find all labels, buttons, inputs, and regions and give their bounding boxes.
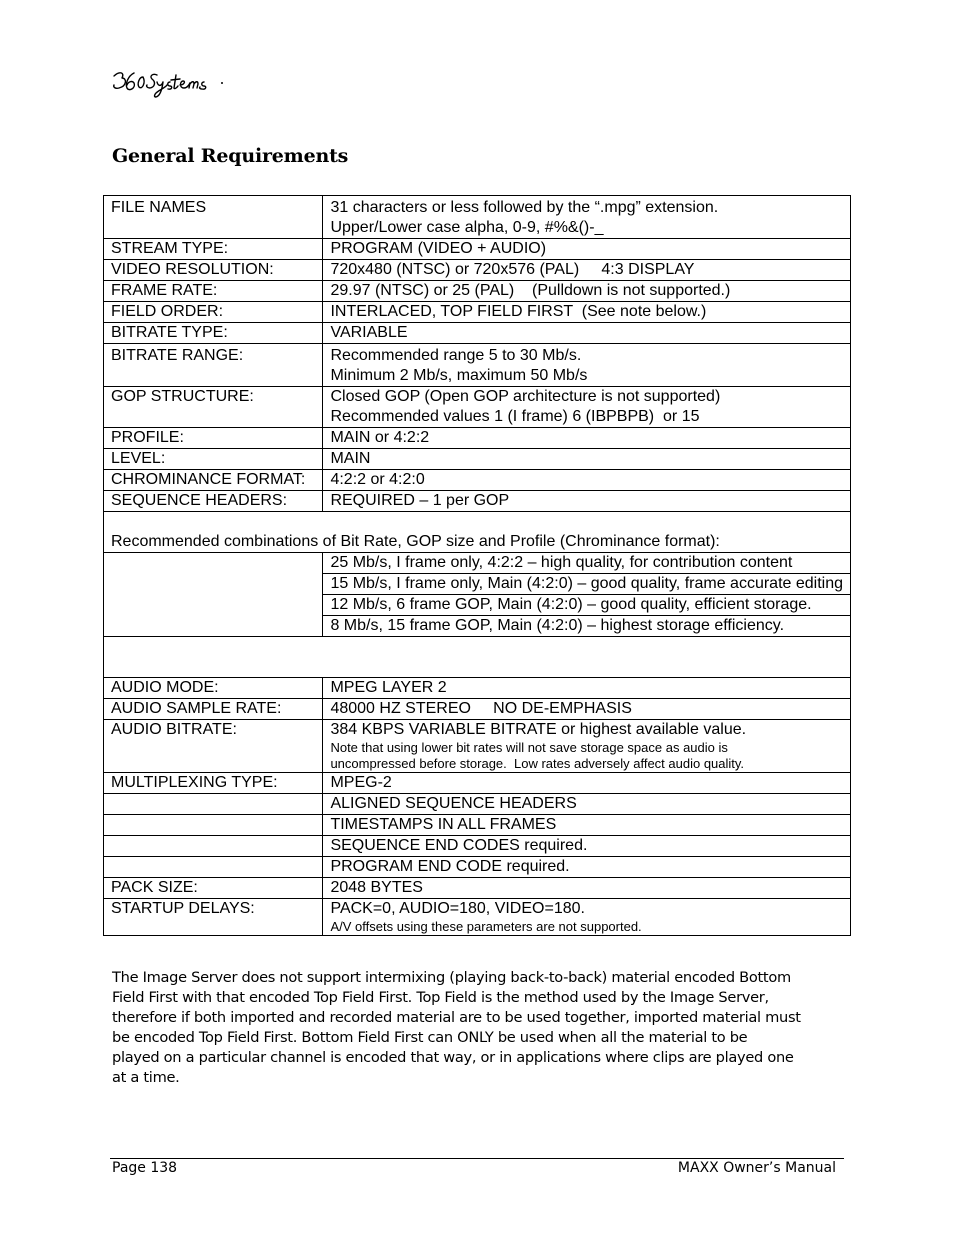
- combination-item: 12 Mb/s, 6 frame GOP, Main (4:2:0) – good quality, efficient storage.: [323, 595, 851, 616]
- row-value: 720x480 (NTSC) or 720x576 (PAL) 4:3 DISPLAY: [323, 260, 851, 281]
- row-value: MAIN: [323, 449, 851, 470]
- table-row: [104, 428, 851, 449]
- row-label: SEQUENCE HEADERS:: [104, 491, 323, 512]
- row-value: VARIABLE: [323, 323, 851, 344]
- row-label: PROFILE:: [104, 428, 323, 449]
- row-label: VIDEO RESOLUTION:: [104, 260, 323, 281]
- row-label-empty: [104, 794, 323, 815]
- value-line: 31 characters or less followed by the “.mpg” extension.: [330, 199, 719, 216]
- note-line: played on a particular channel is encoded that way, or in applications where clips are played one: [112, 1049, 794, 1066]
- row-label: AUDIO BITRATE:: [104, 720, 323, 773]
- row-label: AUDIO MODE:: [104, 678, 323, 699]
- table-row: [104, 281, 851, 302]
- value-line: Recommended values 1 (I frame) 6 (IBPBPB) or 15: [330, 408, 700, 425]
- table-row: [104, 239, 851, 260]
- table-row: [104, 491, 851, 512]
- row-label-empty: [104, 815, 323, 836]
- table-row: [104, 720, 851, 773]
- table-row: [104, 449, 851, 470]
- table-row: [104, 344, 851, 387]
- row-label: BITRATE TYPE:: [104, 323, 323, 344]
- table-row: [104, 323, 851, 344]
- row-value: 48000 HZ STEREO NO DE-EMPHASIS: [323, 699, 851, 720]
- table-row: [104, 387, 851, 428]
- combo-indent-cell: [104, 553, 323, 637]
- value-line: Upper/Lower case alpha, 0-9, #%&()-_: [330, 219, 604, 236]
- note-line: Field First with that encoded Top Field First. Top Field is the method used by the Image Server,: [112, 989, 769, 1006]
- row-value: INTERLACED, TOP FIELD FIRST (See note below.): [323, 302, 851, 323]
- table-row: [104, 553, 851, 574]
- row-value: ALIGNED SEQUENCE HEADERS: [323, 794, 851, 815]
- value-line: Minimum 2 Mb/s, maximum 50 Mb/s: [330, 367, 588, 384]
- company-logo: [110, 66, 226, 100]
- table-row: [104, 470, 851, 491]
- table-row: [104, 678, 851, 699]
- recommended-heading: Recommended combinations of Bit Rate, GOP size and Profile (Chrominance format):: [104, 512, 851, 553]
- table-row: [104, 836, 851, 857]
- row-label: FILE NAMES: [104, 196, 323, 239]
- table-row: [104, 899, 851, 936]
- value-line: 384 KBPS VARIABLE BITRATE or highest available value.: [330, 721, 747, 738]
- note-line: at a time.: [112, 1069, 180, 1086]
- row-label: CHROMINANCE FORMAT:: [104, 470, 323, 491]
- section-title: General Requirements: [112, 145, 349, 167]
- table-row: [104, 815, 851, 836]
- row-value: [323, 720, 851, 773]
- row-label-empty: [104, 836, 323, 857]
- manual-title: MAXX Owner’s Manual: [677, 1160, 836, 1176]
- row-value: 2048 BYTES: [323, 878, 851, 899]
- row-label: PACK SIZE:: [104, 878, 323, 899]
- row-value: 29.97 (NTSC) or 25 (PAL) (Pulldown is not supported.): [323, 281, 851, 302]
- table-row: [104, 794, 851, 815]
- requirements-table: [103, 195, 851, 936]
- row-value: PROGRAM END CODE required.: [323, 857, 851, 878]
- blank-cell: [104, 637, 851, 678]
- row-label-empty: [104, 857, 323, 878]
- table-row: [104, 196, 851, 239]
- row-label: GOP STRUCTURE:: [104, 387, 323, 428]
- table-row: [104, 773, 851, 794]
- row-value: [323, 196, 851, 239]
- note-line: The Image Server does not support intermixing (playing back-to-back) material encoded Bottom: [112, 969, 791, 986]
- row-label: MULTIPLEXING TYPE:: [104, 773, 323, 794]
- row-value: [323, 344, 851, 387]
- table-row: [104, 699, 851, 720]
- row-label: FRAME RATE:: [104, 281, 323, 302]
- table-row: [104, 260, 851, 281]
- row-label: STREAM TYPE:: [104, 239, 323, 260]
- row-value: PROGRAM (VIDEO + AUDIO): [323, 239, 851, 260]
- value-note: Note that using lower bit rates will not save storage space as audio is: [330, 740, 728, 755]
- row-label: AUDIO SAMPLE RATE:: [104, 699, 323, 720]
- field-order-note: [112, 968, 842, 1088]
- value-line: Recommended range 5 to 30 Mb/s.: [330, 347, 582, 364]
- value-note: A/V offsets using these parameters are not supported.: [330, 919, 642, 934]
- page-number: Page 138: [112, 1160, 178, 1176]
- value-line: Closed GOP (Open GOP architecture is not supported): [330, 388, 721, 405]
- row-label: STARTUP DELAYS:: [104, 899, 323, 936]
- row-value: MAIN or 4:2:2: [323, 428, 851, 449]
- row-value: SEQUENCE END CODES required.: [323, 836, 851, 857]
- row-value: REQUIRED – 1 per GOP: [323, 491, 851, 512]
- table-row: [104, 878, 851, 899]
- row-value: 4:2:2 or 4:2:0: [323, 470, 851, 491]
- row-value: MPEG LAYER 2: [323, 678, 851, 699]
- table-row: [104, 857, 851, 878]
- table-row: [104, 302, 851, 323]
- row-value: MPEG-2: [323, 773, 851, 794]
- row-value: [323, 899, 851, 936]
- row-label: BITRATE RANGE:: [104, 344, 323, 387]
- value-line: PACK=0, AUDIO=180, VIDEO=180.: [330, 900, 585, 917]
- combination-item: 15 Mb/s, I frame only, Main (4:2:0) – good quality, frame accurate editing: [323, 574, 851, 595]
- table-row: [104, 637, 851, 678]
- combination-item: 25 Mb/s, I frame only, 4:2:2 – high quality, for contribution content: [323, 553, 851, 574]
- footer-divider: [110, 1158, 844, 1159]
- note-line: be encoded Top Field First. Bottom Field First can ONLY be used when all the material to be: [112, 1029, 748, 1046]
- row-label: FIELD ORDER:: [104, 302, 323, 323]
- combination-item: 8 Mb/s, 15 frame GOP, Main (4:2:0) – highest storage efficiency.: [323, 616, 851, 637]
- table-row: [104, 512, 851, 553]
- value-note: uncompressed before storage. Low rates adversely affect audio quality.: [330, 756, 745, 771]
- note-line: therefore if both imported and recorded material are to be used together, imported material must: [112, 1009, 801, 1026]
- row-label: LEVEL:: [104, 449, 323, 470]
- row-value: [323, 387, 851, 428]
- row-value: TIMESTAMPS IN ALL FRAMES: [323, 815, 851, 836]
